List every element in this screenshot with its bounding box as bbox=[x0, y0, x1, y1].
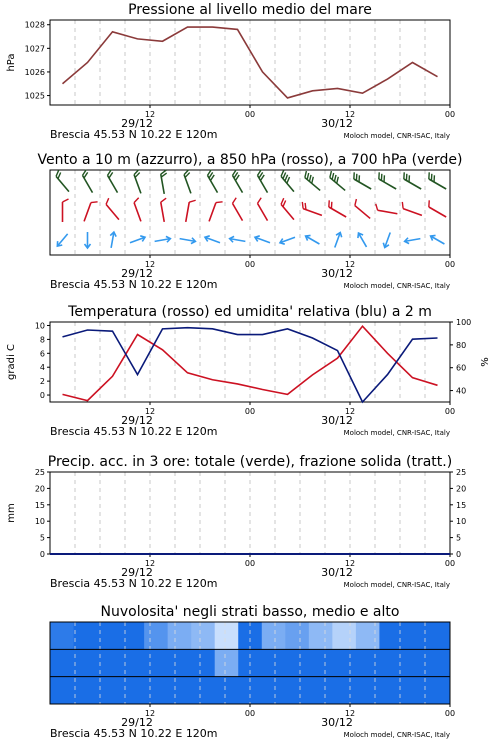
wind-barb-2 bbox=[204, 234, 221, 245]
precip-panel-xtick-label: 12 bbox=[144, 559, 156, 568]
cloud-cell bbox=[121, 677, 145, 705]
wind-barb-feather bbox=[216, 200, 223, 205]
wind-barb-feather bbox=[160, 198, 166, 202]
wind-barb-2 bbox=[254, 234, 271, 245]
wind-barb-2 bbox=[404, 236, 421, 245]
wind-barb-0 bbox=[160, 170, 170, 194]
wind-barb-1 bbox=[160, 198, 170, 222]
wind-barb-2 bbox=[429, 233, 446, 246]
precip-ytick-label: 0 bbox=[39, 550, 45, 559]
wind-panel bbox=[37, 152, 462, 291]
pressure-panel-xtick-label: 00 bbox=[444, 110, 456, 119]
wind-barb-0 bbox=[206, 170, 223, 193]
wind-barb-0 bbox=[401, 172, 424, 189]
cloud-cell bbox=[215, 649, 239, 677]
cloud-cell bbox=[74, 649, 98, 677]
precip-ytick-label-right: 0 bbox=[456, 550, 462, 559]
wind-arrow-shaft bbox=[57, 234, 67, 246]
wind-barb-0 bbox=[256, 170, 273, 193]
cloud-cell bbox=[50, 677, 74, 705]
wind-barb-1 bbox=[231, 198, 248, 221]
temp-panel-date-label: 29/12 bbox=[121, 414, 153, 427]
wind-barb-feather bbox=[400, 202, 405, 209]
humidity-ylabel: % bbox=[480, 357, 491, 367]
precip-panel bbox=[6, 454, 466, 590]
wind-barb-feather bbox=[63, 199, 69, 202]
cloud-panel-location: Brescia 45.53 N 10.22 E 120m bbox=[50, 727, 218, 740]
wind-barb-shaft bbox=[429, 207, 446, 217]
cloud-panel-date-label: 30/12 bbox=[321, 716, 353, 729]
temp-panel bbox=[6, 304, 491, 438]
wind-barb-shaft bbox=[209, 203, 216, 222]
wind-barb-1 bbox=[353, 199, 374, 218]
wind-barb-feather bbox=[300, 202, 305, 209]
cloud-cell bbox=[121, 622, 145, 650]
wind-barb-shaft bbox=[355, 206, 370, 219]
wind-barb-0 bbox=[376, 172, 399, 189]
pressure-panel-xtick-label: 12 bbox=[344, 110, 356, 119]
wind-barb-feather bbox=[426, 200, 432, 207]
cloud-cell bbox=[403, 649, 427, 677]
temp-ytick-label: 4 bbox=[39, 363, 45, 373]
temp-panel-title: Temperatura (rosso) ed umidita' relativa (blu) a 2 m bbox=[68, 304, 432, 320]
temp-panel-xtick-label: 12 bbox=[344, 407, 356, 416]
cloud-cell bbox=[285, 677, 309, 705]
wind-barb-0 bbox=[303, 171, 324, 190]
precip-ytick-label-right: 25 bbox=[456, 468, 467, 477]
pressure-panel-title: Pressione al livello medio del mare bbox=[128, 2, 372, 18]
temp-panel-credit: Moloch model, CNR-ISAC, Italy bbox=[343, 429, 450, 437]
wind-barb-1 bbox=[426, 200, 449, 217]
wind-barb-1 bbox=[63, 199, 69, 222]
cloud-cell bbox=[262, 649, 286, 677]
cloud-panel-credit: Moloch model, CNR-ISAC, Italy bbox=[343, 731, 450, 739]
temp-panel-location: Brescia 45.53 N 10.22 E 120m bbox=[50, 425, 218, 438]
wind-panel-location: Brescia 45.53 N 10.22 E 120m bbox=[50, 278, 218, 291]
cloud-cell bbox=[50, 649, 74, 677]
wind-panel-xtick-label: 12 bbox=[344, 260, 356, 269]
cloud-panel-date-label: 29/12 bbox=[121, 716, 153, 729]
wind-barb-feather bbox=[353, 199, 359, 206]
cloud-cell bbox=[97, 677, 121, 705]
wind-barb-0 bbox=[81, 170, 98, 193]
cloud-cell bbox=[426, 649, 450, 677]
cloud-cell bbox=[74, 677, 98, 705]
pressure-panel-xtick-label: 12 bbox=[144, 110, 156, 119]
cloud-cell bbox=[426, 677, 450, 705]
wind-barb-shaft bbox=[281, 176, 294, 191]
cloud-cell bbox=[285, 622, 309, 650]
precip-ytick-label: 20 bbox=[34, 484, 45, 494]
cloud-cell bbox=[426, 622, 450, 650]
wind-barb-1 bbox=[375, 204, 399, 214]
temp-ytick-label: 2 bbox=[39, 377, 45, 387]
precip-panel-title: Precip. acc. in 3 ore: totale (verde), frazione solida (tratt.) bbox=[47, 454, 453, 470]
wind-barb-shaft bbox=[186, 202, 189, 222]
wind-barb-0 bbox=[426, 172, 449, 189]
cloud-cell bbox=[168, 677, 192, 705]
cloud-cell bbox=[356, 622, 380, 650]
wind-barb-shaft bbox=[161, 202, 164, 222]
cloud-cell bbox=[332, 649, 356, 677]
precip-panel-date-label: 30/12 bbox=[321, 566, 353, 579]
temp-ytick-label: 8 bbox=[39, 335, 45, 345]
cloud-cell bbox=[97, 649, 121, 677]
wind-barb-1 bbox=[186, 199, 196, 223]
humidity-ytick-label: 60 bbox=[456, 363, 467, 373]
wind-barb-1 bbox=[326, 200, 349, 217]
precip-ytick-label: 5 bbox=[39, 533, 45, 543]
wind-barb-feather bbox=[104, 198, 111, 204]
cloud-cell bbox=[332, 677, 356, 705]
cloud-panel-xtick-label: 12 bbox=[144, 709, 156, 718]
wind-barb-1 bbox=[209, 200, 223, 224]
pressure-ytick-label: 1026 bbox=[24, 67, 45, 77]
temp-ytick-label: 10 bbox=[34, 321, 45, 331]
precip-panel-xtick-label: 00 bbox=[444, 559, 456, 568]
cloud-cell bbox=[262, 622, 286, 650]
pressure-ytick-label: 1025 bbox=[24, 91, 45, 101]
cloud-cell bbox=[379, 622, 403, 650]
cloud-cell bbox=[238, 622, 262, 650]
precip-panel-location: Brescia 45.53 N 10.22 E 120m bbox=[50, 577, 218, 590]
cloud-cell bbox=[285, 649, 309, 677]
cloud-cell bbox=[191, 622, 215, 650]
wind-panel-date-label: 29/12 bbox=[121, 267, 153, 280]
precip-ytick-label-right: 15 bbox=[456, 500, 467, 510]
pressure-panel-credit: Moloch model, CNR-ISAC, Italy bbox=[343, 132, 450, 140]
wind-barb-2 bbox=[332, 231, 343, 248]
wind-barb-shaft bbox=[258, 203, 268, 220]
wind-panel-xtick-label: 00 bbox=[244, 260, 256, 269]
cloud-cell bbox=[309, 622, 333, 650]
wind-barb-shaft bbox=[233, 203, 243, 220]
cloud-cell bbox=[215, 622, 239, 650]
wind-panel-date-label: 30/12 bbox=[321, 267, 353, 280]
wind-barb-feather bbox=[133, 198, 140, 203]
wind-barb-shaft bbox=[378, 210, 398, 213]
wind-barb-0 bbox=[106, 170, 123, 193]
precip-panel-xtick-label: 12 bbox=[344, 559, 356, 568]
wind-barb-2 bbox=[382, 231, 393, 248]
wind-barb-1 bbox=[104, 198, 123, 219]
temp-panel-xtick-label: 00 bbox=[444, 407, 456, 416]
wind-barb-2 bbox=[55, 232, 70, 248]
precip-panel-date-label: 29/12 bbox=[121, 566, 153, 579]
wind-barb-shaft bbox=[56, 176, 69, 191]
wind-panel-title: Vento a 10 m (azzurro), a 850 hPa (rosso), a 700 hPa (verde) bbox=[37, 152, 463, 168]
wind-barb-feather bbox=[375, 204, 379, 210]
wind-barb-shaft bbox=[84, 203, 91, 222]
wind-barb-shaft bbox=[403, 209, 422, 216]
wind-panel-xtick-label: 00 bbox=[444, 260, 456, 269]
pressure-ytick-label: 1028 bbox=[24, 20, 45, 30]
temp-panel-xtick-label: 00 bbox=[244, 407, 256, 416]
cloud-cell bbox=[215, 677, 239, 705]
temp-ytick-label: 6 bbox=[39, 349, 45, 359]
wind-barb-2 bbox=[279, 234, 296, 245]
wind-barb-0 bbox=[279, 170, 298, 191]
wind-panel-xtick-label: 12 bbox=[144, 260, 156, 269]
wind-barb-feather bbox=[256, 198, 263, 204]
cloud-panel-xtick-label: 00 bbox=[444, 709, 456, 718]
cloud-cell bbox=[144, 622, 168, 650]
wind-barb-1 bbox=[84, 200, 98, 224]
wind-barb-feather bbox=[231, 198, 238, 204]
cloud-cell bbox=[144, 649, 168, 677]
wind-barb-1 bbox=[279, 198, 298, 219]
cloud-cell bbox=[168, 622, 192, 650]
wind-barb-1 bbox=[300, 202, 324, 216]
cloud-cell bbox=[332, 622, 356, 650]
humidity-ytick-label: 100 bbox=[456, 318, 472, 327]
cloud-cell bbox=[191, 649, 215, 677]
cloud-cell bbox=[309, 677, 333, 705]
cloud-cell bbox=[97, 622, 121, 650]
wind-barb-1 bbox=[133, 198, 147, 222]
precip-panel-xtick-label: 00 bbox=[244, 559, 256, 568]
cloud-cell bbox=[403, 622, 427, 650]
wind-barb-0 bbox=[328, 171, 349, 190]
precip-ytick-label-right: 5 bbox=[456, 533, 462, 543]
precip-ylabel: mm bbox=[6, 503, 17, 523]
cloud-cell bbox=[356, 677, 380, 705]
precip-ytick-label-right: 10 bbox=[456, 517, 467, 527]
wind-barb-shaft bbox=[106, 204, 119, 219]
wind-barb-0 bbox=[231, 170, 248, 193]
cloud-cell bbox=[191, 677, 215, 705]
wind-barb-2 bbox=[85, 232, 91, 248]
wind-barb-shaft bbox=[303, 209, 322, 216]
humidity-ytick-label: 40 bbox=[456, 386, 467, 396]
wind-barb-1 bbox=[256, 198, 273, 221]
wind-barb-0 bbox=[183, 170, 197, 194]
pressure-ytick-label: 1027 bbox=[24, 44, 45, 54]
cloud-panel-xtick-label: 00 bbox=[244, 709, 256, 718]
precip-ytick-label-right: 20 bbox=[456, 484, 467, 494]
pressure-ylabel: hPa bbox=[6, 53, 17, 72]
cloud-cell bbox=[262, 677, 286, 705]
pressure-panel-location: Brescia 45.53 N 10.22 E 120m bbox=[50, 128, 218, 141]
pressure-panel-date-label: 29/12 bbox=[121, 117, 153, 130]
cloud-cell bbox=[74, 622, 98, 650]
wind-barb-2 bbox=[356, 232, 369, 249]
cloud-cell bbox=[356, 649, 380, 677]
cloud-cell bbox=[50, 622, 74, 650]
cloud-cell bbox=[144, 677, 168, 705]
wind-barb-0 bbox=[133, 170, 147, 194]
cloud-panel-title: Nuvolosita' negli strati basso, medio e alto bbox=[100, 604, 400, 620]
wind-barb-2 bbox=[229, 236, 246, 245]
cloud-cell bbox=[403, 677, 427, 705]
pressure-panel-date-label: 30/12 bbox=[321, 117, 353, 130]
wind-barb-2 bbox=[304, 233, 321, 246]
wind-barb-2 bbox=[179, 236, 196, 245]
wind-barb-shaft bbox=[281, 204, 294, 219]
wind-barb-2 bbox=[108, 232, 117, 249]
temp-ylabel: gradi C bbox=[6, 344, 17, 380]
precip-ytick-label: 10 bbox=[34, 517, 45, 527]
cloud-cell bbox=[309, 649, 333, 677]
temp-panel-date-label: 30/12 bbox=[321, 414, 353, 427]
wind-barb-0 bbox=[54, 170, 73, 191]
wind-barb-shaft bbox=[134, 203, 141, 222]
wind-barb-1 bbox=[400, 202, 424, 216]
pressure-panel-xtick-label: 00 bbox=[244, 110, 256, 119]
cloud-panel bbox=[50, 604, 455, 740]
precip-ytick-label: 25 bbox=[34, 468, 45, 477]
pressure-panel bbox=[6, 2, 455, 141]
precip-panel-credit: Moloch model, CNR-ISAC, Italy bbox=[343, 581, 450, 589]
wind-barb-feather bbox=[189, 199, 195, 203]
wind-barb-0 bbox=[351, 172, 374, 189]
cloud-cell bbox=[121, 649, 145, 677]
wind-barb-2 bbox=[154, 236, 171, 245]
cloud-cell bbox=[168, 649, 192, 677]
wind-panel-credit: Moloch model, CNR-ISAC, Italy bbox=[343, 282, 450, 290]
temp-panel-xtick-label: 12 bbox=[144, 407, 156, 416]
wind-barb-feather bbox=[91, 200, 98, 205]
humidity-ytick-label: 80 bbox=[456, 340, 467, 350]
precip-ytick-label: 15 bbox=[34, 500, 45, 510]
wind-barb-2 bbox=[129, 234, 146, 245]
temp-ytick-label: 0 bbox=[39, 391, 45, 401]
cloud-panel-xtick-label: 12 bbox=[344, 709, 356, 718]
